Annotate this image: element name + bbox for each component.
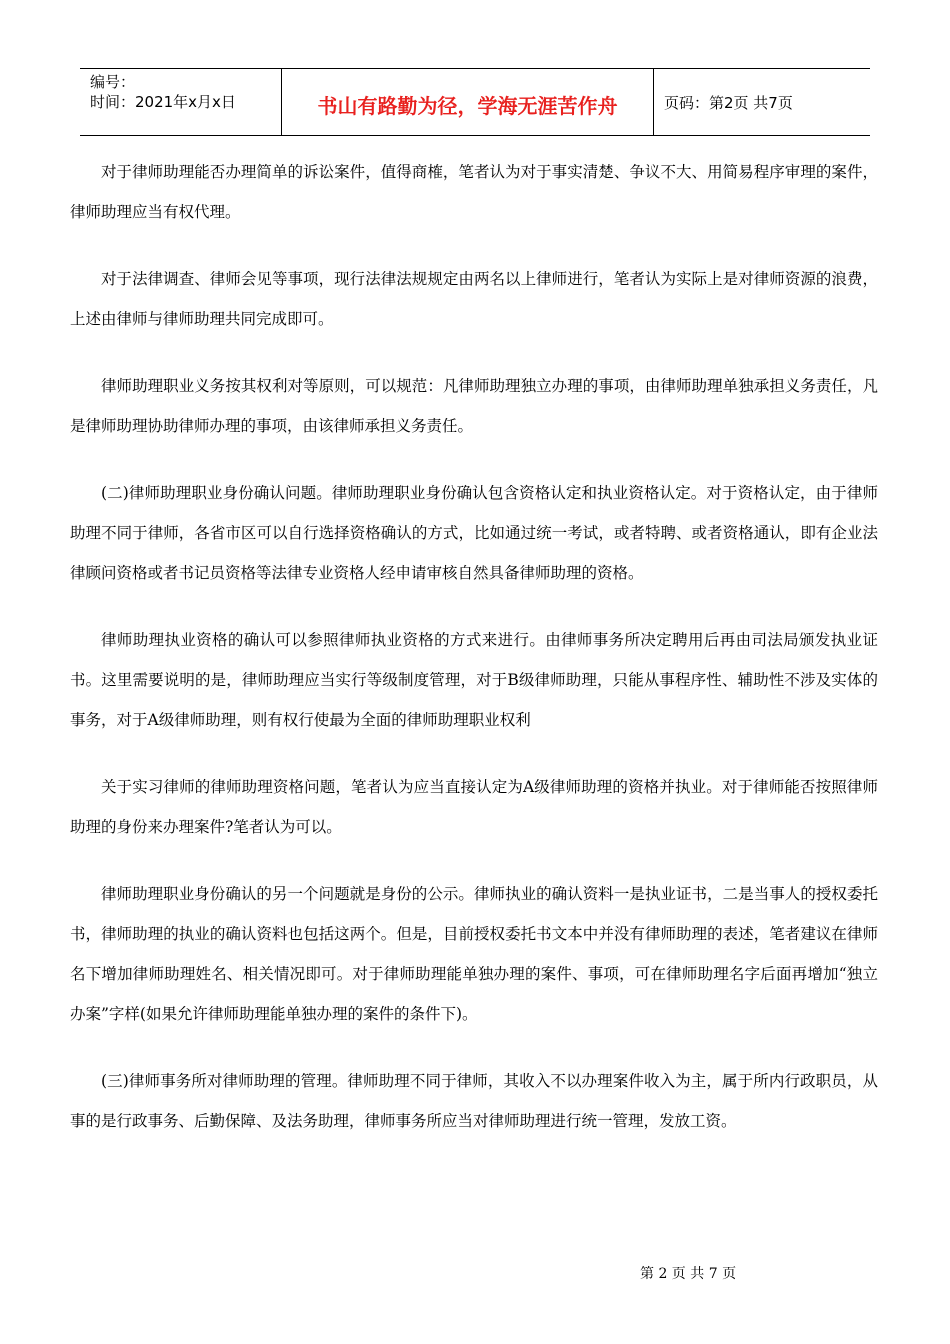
paragraph: 律师助理执业资格的确认可以参照律师执业资格的方式来进行。由律师事务所决定聘用后再由司法局颁发执业证书。这里需要说明的是，律师助理应当实行等级制度管理，对于B级律师助理，只能从事程序性、辅助性不涉及实体的事务，对于A级律师助理，则有权行使最为全面的律师助理职业权利 xyxy=(70,631,878,729)
paragraph: 律师助理职业身份确认的另一个问题就是身份的公示。律师执业的确认资料一是执业证书，二是当事人的授权委托书，律师助理的执业的确认资料也包括这两个。但是，目前授权委托书文本中并没有律师助理的表述，笔者建议在律师名下增加律师助理姓名、相关情况即可。对于律师助理能单独办理的案件、事项，可在律师助理名字后面再增加“独立办案”字样(如果允许律师助理能单独办理的案件的条件下)。 xyxy=(70,885,878,1023)
header-meta xyxy=(80,69,282,135)
paragraph: 关于实习律师的律师助理资格问题，笔者认为应当直接认定为A级律师助理的资格并执业。对于律师能否按照律师助理的身份来办理案件?笔者认为可以。 xyxy=(70,778,878,836)
header-page-code: 页码：第2页 共7页 xyxy=(664,93,793,112)
header-motto: 书山有路勤为径，学海无涯苦作舟 xyxy=(282,69,654,135)
page-header xyxy=(80,68,870,136)
document-body xyxy=(70,152,878,1168)
paragraph: (二)律师助理职业身份确认问题。律师助理职业身份确认包含资格认定和执业资格认定。对于资格认定，由于律师助理不同于律师，各省市区可以自行选择资格确认的方式，比如通过统一考试，或者特聘、或者资格通认，即有企业法律顾问资格或者书记员资格等法律专业资格人经申请审核自然具备律师助理的资格。 xyxy=(70,484,878,582)
paragraph: (三)律师事务所对律师助理的管理。律师助理不同于律师，其收入不以办理案件收入为主，属于所内行政职员，从事的是行政事务、后勤保障、及法务助理，律师事务所应当对律师助理进行统一管理，发放工资。 xyxy=(70,1072,878,1130)
paragraph: 对于法律调查、律师会见等事项，现行法律法规规定由两名以上律师进行，笔者认为实际上是对律师资源的浪费，上述由律师与律师助理共同完成即可。 xyxy=(70,270,878,328)
document-date-label: 时间：2021年x月x日 xyxy=(90,93,236,111)
paragraph: 对于律师助理能否办理简单的诉讼案件，值得商榷，笔者认为对于事实清楚、争议不大、用简易程序审理的案件，律师助理应当有权代理。 xyxy=(70,163,878,221)
paragraph: 律师助理职业义务按其权利对等原则，可以规范：凡律师助理独立办理的事项，由律师助理单独承担义务责任，凡是律师助理协助律师办理的事项，由该律师承担义务责任。 xyxy=(70,377,878,435)
document-number-label: 编号： xyxy=(90,73,136,91)
page-footer-number: 第 2 页 共 7 页 xyxy=(640,1266,737,1282)
